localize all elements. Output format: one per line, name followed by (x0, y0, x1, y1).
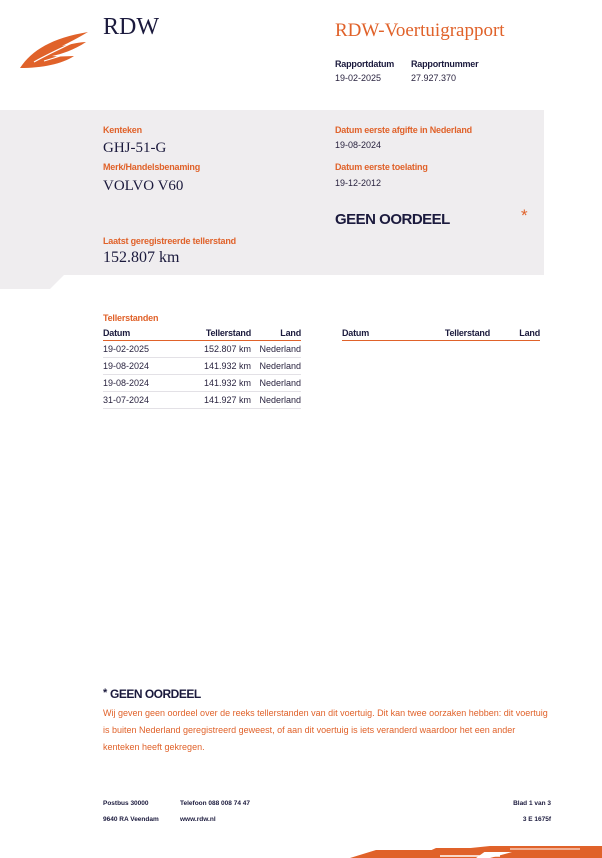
first-issue-nl-label: Datum eerste afgifte in Nederland (335, 125, 472, 135)
cell-datum: 31-07-2024 (103, 392, 185, 409)
table-row (103, 392, 301, 409)
column-header-datum: Datum (103, 327, 185, 341)
report-date-value: 19-02-2025 (335, 73, 382, 83)
brand-name: RDW (103, 14, 159, 40)
first-admission-value: 19-12-2012 (335, 178, 382, 188)
first-admission-label: Datum eerste toelating (335, 162, 428, 172)
report-number-label: Rapportnummer (411, 59, 479, 69)
report-date-label: Rapportdatum (335, 59, 395, 69)
kenteken-label: Kenteken (103, 125, 142, 135)
odometer-table-left (103, 327, 301, 409)
cell-land: Nederland (251, 341, 301, 358)
cell-land: Nederland (251, 375, 301, 392)
report-number-value: 27.927.370 (411, 73, 457, 83)
cell-datum: 19-08-2024 (103, 375, 185, 392)
cell-datum: 19-08-2024 (103, 358, 185, 375)
rdw-logo-icon (18, 28, 94, 72)
decorative-stripes (340, 846, 602, 858)
kenteken-value: GHJ-51-G (103, 140, 167, 156)
merk-label: Merk/Handelsbenaming (103, 162, 201, 172)
verdict-footnote-marker: * (521, 206, 528, 225)
table-row (103, 358, 301, 375)
cell-tellerstand: 152.807 km (185, 341, 251, 358)
footer-page-number: Blad 1 van 3 (513, 800, 551, 807)
verdict-text: GEEN OORDEEL (335, 211, 450, 228)
panel-tail-shape (0, 275, 64, 289)
cell-tellerstand: 141.932 km (185, 358, 251, 375)
column-header-tellerstand: Tellerstand (424, 327, 490, 341)
note-text: Wij geven geen oordeel over de reeks tellerstanden van dit voertuig. Dit kan twee oorzaken hebben: dit voertuig is buiten Nederland geregistreerd geweest, of aan dit voertuig is iets veranderd waardoor het een ander kenteken heeft gekregen. (103, 708, 548, 752)
footer-postbus: Postbus 30000 (103, 800, 149, 807)
column-header-land: Land (490, 327, 540, 341)
column-header-datum: Datum (342, 327, 424, 341)
column-header-land: Land (251, 327, 301, 341)
cell-datum: 19-02-2025 (103, 341, 185, 358)
table-row (103, 341, 301, 358)
column-header-tellerstand: Tellerstand (185, 327, 251, 341)
odometer-section-title: Tellerstanden (103, 313, 159, 323)
last-odometer-label: Laatst geregistreerde tellerstand (103, 236, 236, 246)
note-title: GEEN OORDEEL (110, 687, 201, 701)
merk-value: VOLVO V60 (103, 178, 184, 194)
last-odometer-value: 152.807 km (103, 249, 180, 266)
report-title: RDW-Voertuigrapport (335, 20, 505, 41)
cell-land: Nederland (251, 358, 301, 375)
cell-tellerstand: 141.932 km (185, 375, 251, 392)
footer-phone: Telefoon 088 008 74 47 (180, 800, 250, 807)
footer-website[interactable]: www.rdw.nl (180, 816, 216, 823)
footer-document-code: 3 E 1675f (522, 816, 551, 823)
note-marker: * (103, 687, 108, 699)
table-header-row (342, 327, 540, 341)
cell-tellerstand: 141.927 km (185, 392, 251, 409)
odometer-table-right (342, 327, 540, 341)
table-row (103, 375, 301, 392)
first-issue-nl-value: 19-08-2024 (335, 140, 382, 150)
table-header-row (103, 327, 301, 341)
cell-land: Nederland (251, 392, 301, 409)
footer-city: 9640 RA Veendam (103, 816, 159, 823)
